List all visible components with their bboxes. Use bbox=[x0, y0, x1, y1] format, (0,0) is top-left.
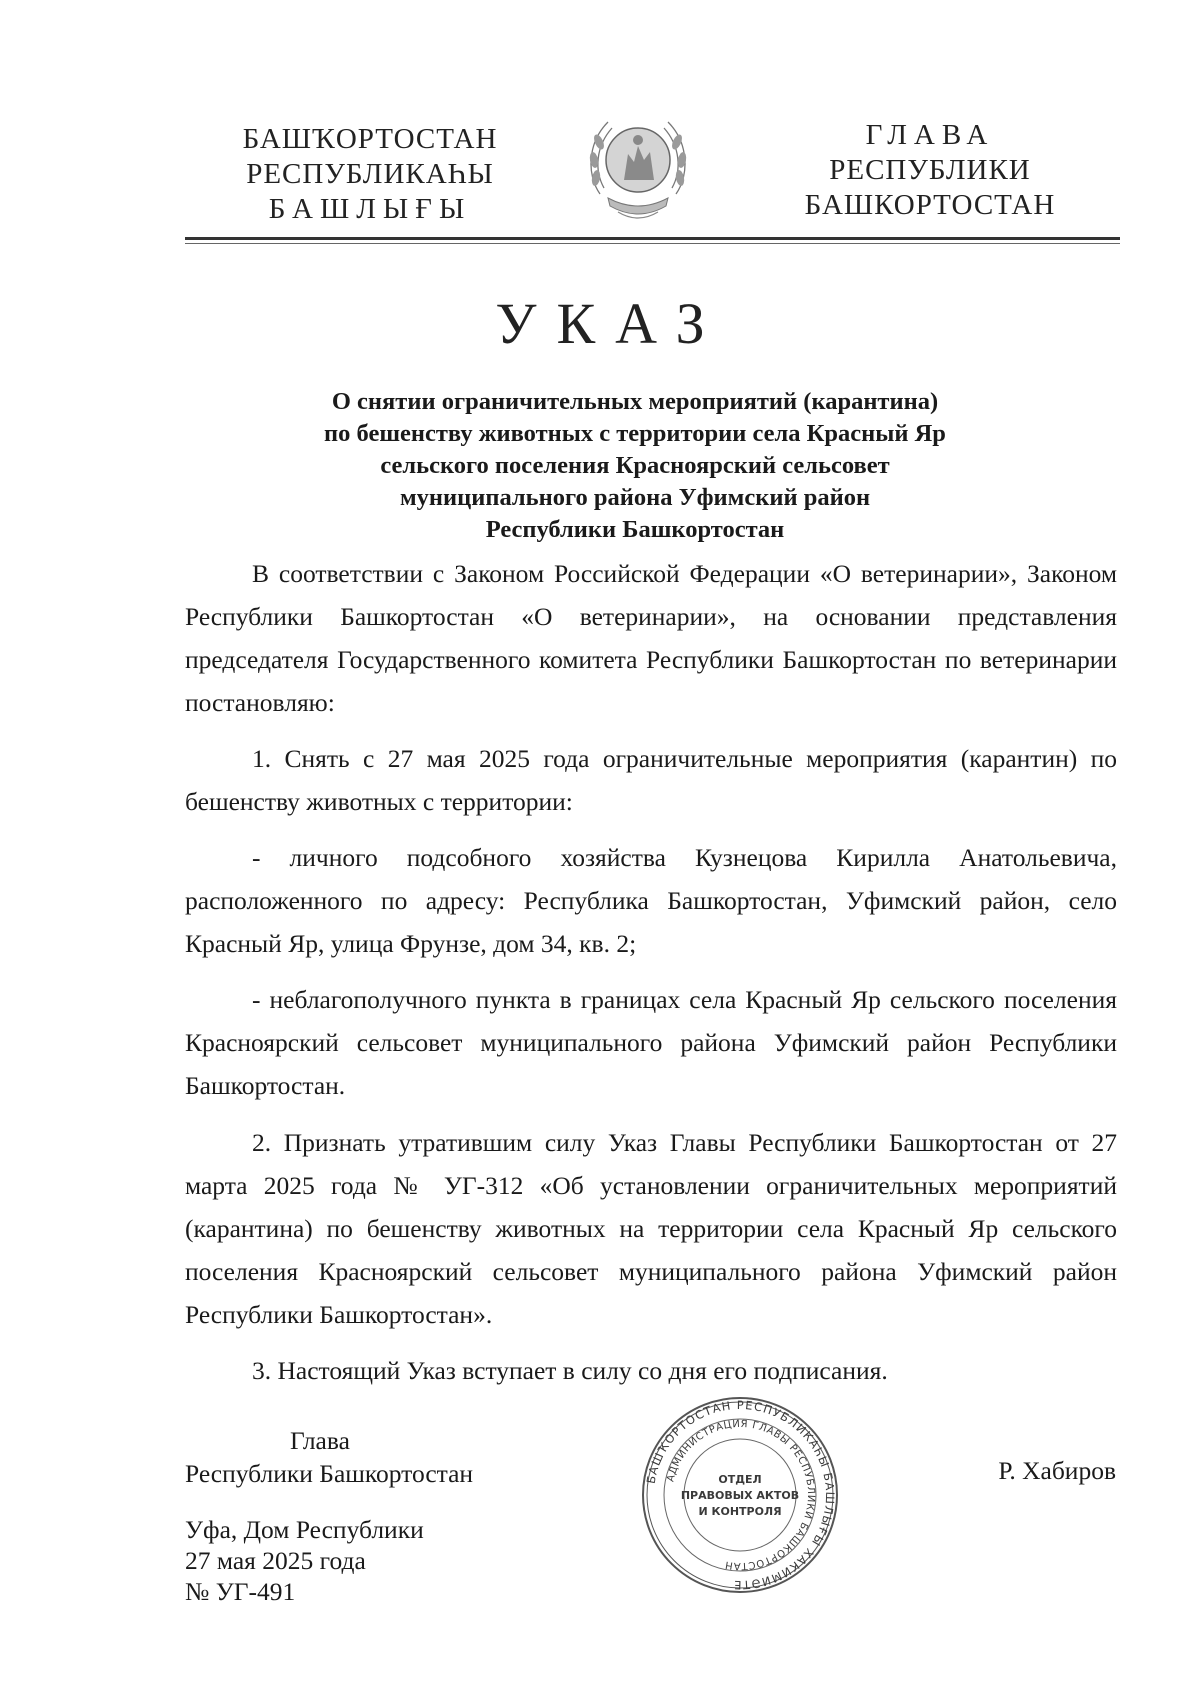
clause-1-item-settlement: - неблагополучного пункта в границах села Красный Яр сельского поселения Красноярский сельсовет муниципального района Уфимский район Республики Башкортостан. bbox=[185, 985, 1117, 1100]
coat-of-arms-emblem bbox=[578, 102, 698, 232]
subject-line: муниципального района Уфимский район bbox=[399, 484, 871, 511]
document-subject bbox=[250, 386, 1020, 546]
letterhead-bashkir-line: РЕСПУБЛИКАҺЫ bbox=[246, 158, 494, 190]
letterhead-bashkir-line: БАШҠОРТОСТАН bbox=[242, 123, 498, 155]
document-body bbox=[185, 552, 1117, 1392]
subject-line: по бешенству животных с территории села Красный Яр bbox=[324, 420, 946, 447]
letterhead-bashkir-line: БАШЛЫҒЫ bbox=[268, 193, 472, 225]
stamp-outer-text: БАШҠОРТОСТАН РЕСПУБЛИКАҺЫ БАШЛЫҒЫ ХАКИМИӘТЕ bbox=[643, 1397, 838, 1593]
clause-3-paragraph: 3. Настоящий Указ вступает в силу со дня его подписания. bbox=[252, 1356, 888, 1385]
signatory-title-line: Глава bbox=[290, 1426, 350, 1455]
issue-date: 27 мая 2025 года bbox=[185, 1546, 366, 1575]
stamp-center-line: ПРАВОВЫХ АКТОВ bbox=[680, 1489, 800, 1502]
letterhead-russian bbox=[765, 118, 1095, 223]
stamp-center-line: ОТДЕЛ bbox=[718, 1473, 762, 1486]
stamp-center-line: И КОНТРОЛЯ bbox=[698, 1505, 782, 1518]
stamp-inner-text: АДМИНИСТРАЦИЯ ГЛАВЫ РЕСПУБЛИКИ БАШКОРТОСТАН bbox=[665, 1418, 817, 1572]
letterhead-russian-line: РЕСПУБЛИКИ bbox=[829, 154, 1031, 186]
clause-1-item-household: - личного подсобного хозяйства Кузнецова Кирилла Анатольевича, расположенного по адресу: Республика Башкортостан, Уфимский район, село Красный Яр, улица Фрунзе, дом 34, кв. 2; bbox=[185, 843, 1117, 958]
document-type-title: УКАЗ bbox=[495, 291, 725, 356]
signatory-name: Р. Хабиров bbox=[998, 1456, 1116, 1485]
clause-1-paragraph: 1. Снять с 27 мая 2025 года ограничительные мероприятия (карантин) по бешенству животных с территории: bbox=[185, 744, 1117, 816]
letterhead-russian-line: БАШКОРТОСТАН bbox=[804, 189, 1056, 221]
letterhead-bashkir bbox=[205, 122, 535, 227]
official-stamp bbox=[640, 1395, 840, 1595]
letterhead-rule bbox=[185, 237, 1120, 240]
letterhead-rule-thin bbox=[185, 243, 1120, 244]
signatory-title-line: Республики Башкортостан bbox=[185, 1459, 474, 1488]
preamble-paragraph: В соответствии с Законом Российской Федерации «О ветеринарии», Законом Республики Башкортостан «О ветеринарии», на основании представления председателя Государственного комитета Республики Башкортостан по ветеринарии постановляю: bbox=[185, 559, 1117, 717]
place-date-number bbox=[185, 1514, 424, 1607]
subject-line: Республики Башкортостан bbox=[485, 516, 785, 543]
clause-2-paragraph: 2. Признать утратившим силу Указ Главы Республики Башкортостан от 27 марта 2025 года № УГ-312 «Об установлении ограничительных мероприятий (карантина) по бешенству животных на территории села Красный Яр сельского поселения Красноярский сельсовет муниципального района Уфимский район Республики Башкортостан». bbox=[185, 1128, 1117, 1329]
signatory-title bbox=[185, 1424, 505, 1490]
subject-line: О снятии ограничительных мероприятий (карантина) bbox=[331, 388, 939, 415]
subject-line: сельского поселения Красноярский сельсовет bbox=[380, 452, 890, 479]
letterhead-russian-line: ГЛАВА bbox=[865, 119, 995, 151]
document-number: № УГ-491 bbox=[185, 1577, 296, 1606]
issue-place: Уфа, Дом Республики bbox=[185, 1515, 424, 1544]
